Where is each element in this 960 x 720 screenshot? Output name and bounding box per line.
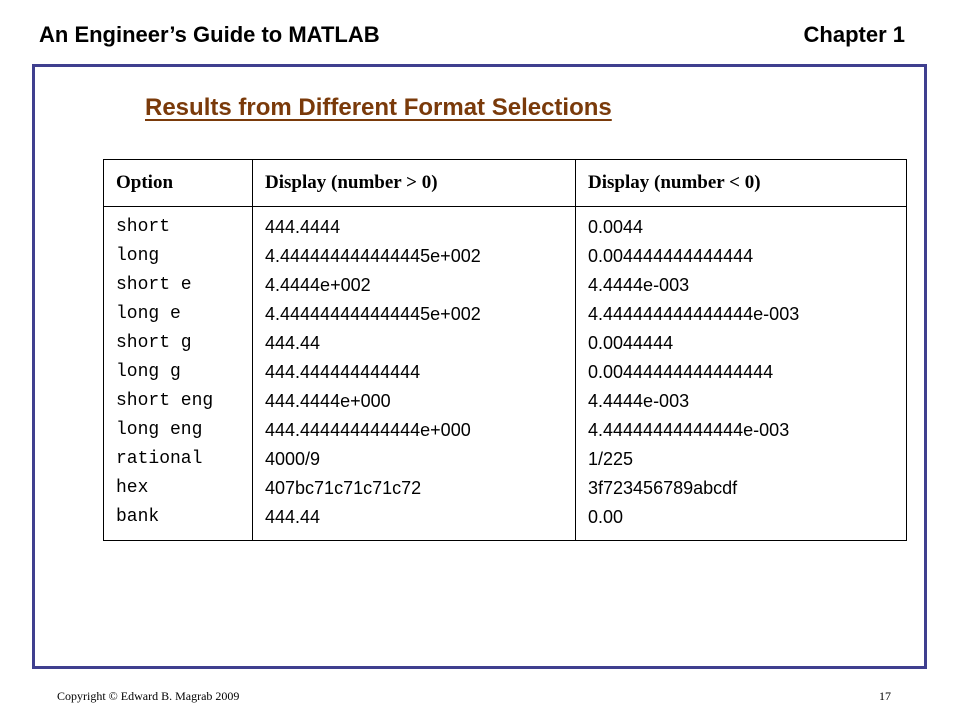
negative-value: 4.44444444444444e-003 [588,420,790,440]
option-label: short e [116,275,192,295]
positive-value: 4000/9 [265,449,321,469]
copyright-notice: Copyright © Edward B. Magrab 2009 [57,689,240,703]
option-label: short eng [116,391,214,411]
table-row [104,207,907,541]
options-cell [104,207,253,541]
header-title: An Engineer’s Guide to MATLAB [39,22,380,47]
negative-values-cell [576,207,907,541]
column-header-option: Option [104,160,253,207]
option-label: bank [116,507,160,527]
positive-value: 4.444444444444445e+002 [265,304,481,324]
positive-value: 444.44 [265,333,321,353]
option-label: long [116,246,160,266]
format-table [103,159,907,541]
negative-value: 4.4444e-003 [588,391,690,411]
negative-value: 0.004444444444444 [588,246,754,266]
option-label: long eng [116,420,203,440]
slide-title: Results from Different Format Selections [145,94,612,121]
positive-value: 444.444444444444 [265,362,421,382]
negative-value: 3f723456789abcdf [588,478,738,498]
page-number: 17 [879,689,891,703]
option-label: long e [116,304,181,324]
positive-value: 444.4444e+000 [265,391,391,411]
positive-values-cell [253,207,576,541]
negative-value: 1/225 [588,449,634,469]
negative-value: 0.00444444444444444 [588,362,774,382]
positive-value: 444.44 [265,507,321,527]
header-chapter: Chapter 1 [803,22,905,47]
option-label: long g [116,362,181,382]
negative-value: 0.0044444 [588,333,674,353]
negative-value: 0.00 [588,507,624,527]
negative-value: 0.0044 [588,217,644,237]
positive-value: 4.444444444444445e+002 [265,246,481,266]
positive-value: 407bc71c71c71c72 [265,478,422,498]
column-header-negative: Display (number < 0) [576,160,907,207]
option-label: short [116,217,171,237]
option-label: short g [116,333,192,353]
option-label: rational [116,449,203,469]
positive-value: 444.444444444444e+000 [265,420,471,440]
positive-value: 444.4444 [265,217,341,237]
table-header-row [104,160,907,207]
negative-value: 4.4444e-003 [588,275,690,295]
negative-value: 4.444444444444444e-003 [588,304,800,324]
option-label: hex [116,478,149,498]
positive-value: 4.4444e+002 [265,275,371,295]
column-header-positive: Display (number > 0) [253,160,576,207]
